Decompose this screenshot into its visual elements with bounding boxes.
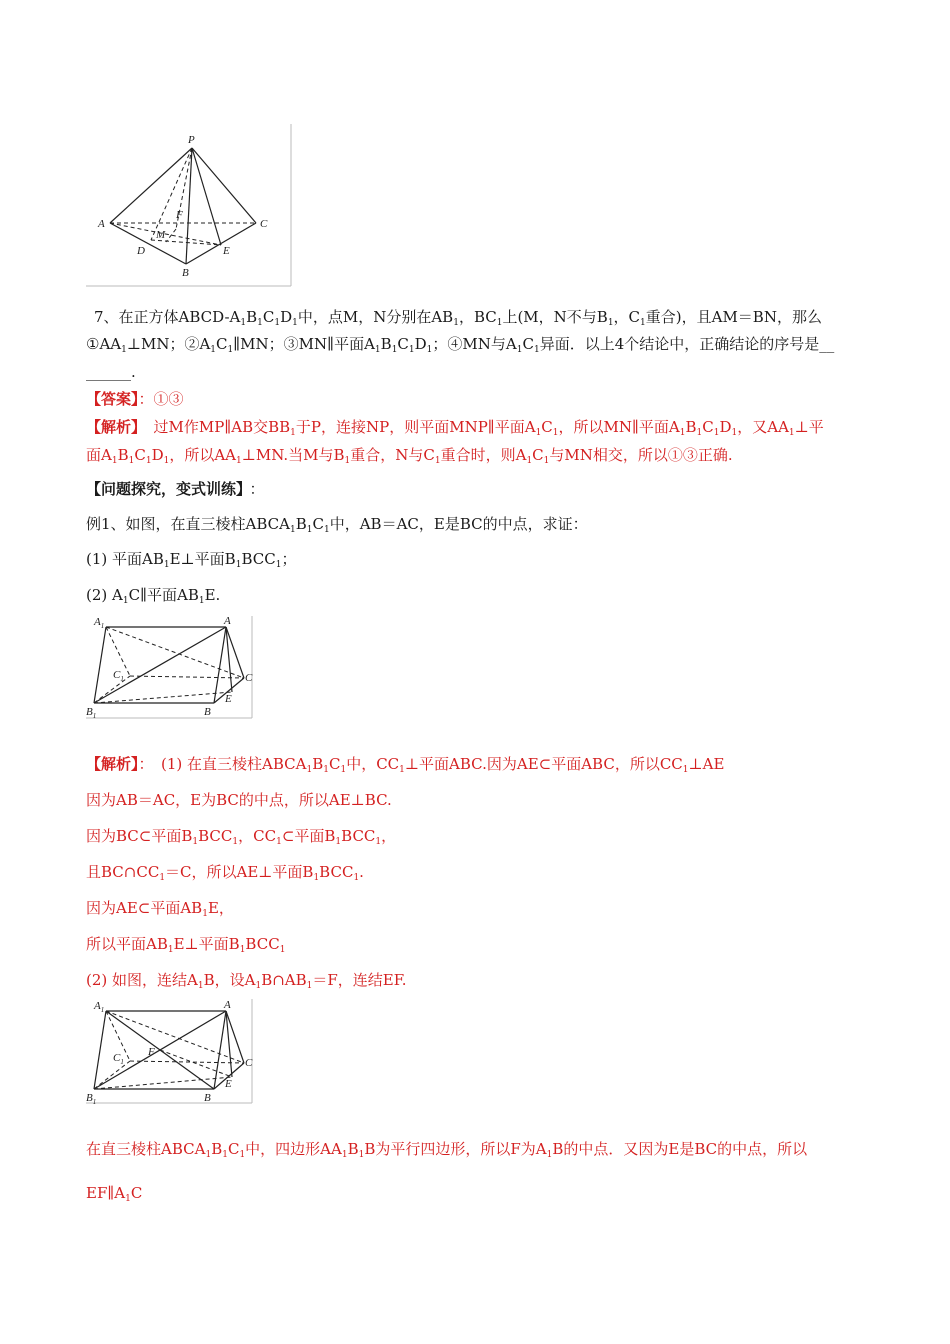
analysis-line-1: 【解析】 过M作MP∥AB交$BB_1$于P，连接NP，则平面MNP∥平面$A_1C_1$，所以MN∥平面$A_1B_1C_1D_1$，又$AA_1\perp$平	[86, 418, 824, 438]
solution-line-3: 因为BC⊂平面$B_1BCC_1$，$CC_1\subset$平面$B_1BCC_1$，	[86, 827, 397, 847]
label-b: B	[182, 267, 189, 279]
label-b: B	[204, 706, 211, 718]
label-c: C	[245, 672, 253, 684]
label-f: F	[176, 209, 183, 221]
label-b1: $B_1$	[86, 706, 97, 720]
solution-line-4: 且$BC\cap CC_1=C$，所以AE⊥平面$B_1BCC_1$.	[86, 863, 364, 883]
solution-line-5: 因为AE⊂平面$AB_1E$，	[86, 899, 234, 919]
section-title-suffix: ：	[249, 480, 265, 498]
label-b1: $B_1$	[86, 1092, 97, 1105]
label-e: E	[223, 245, 230, 257]
solution-line-9: $EF\parallel A_1C$	[86, 1184, 143, 1204]
label-e: E	[225, 693, 232, 705]
solution-line-2: 因为AB＝AC，E为BC的中点，所以AE⊥BC.	[86, 791, 392, 809]
prism-figure-with-f	[86, 997, 256, 1105]
label-d: D	[137, 245, 145, 257]
example-part-2: (2) $A_1C\parallel$平面$AB_1E$.	[86, 586, 221, 606]
label-a1: $A_1$	[94, 1000, 105, 1014]
label-f: F	[148, 1046, 155, 1058]
pyramid-figure	[86, 124, 294, 288]
label-c1: $C_1$	[113, 1052, 124, 1066]
label-a: A	[224, 999, 231, 1011]
label-b: B	[204, 1092, 211, 1104]
q7-line-3: ______.	[86, 363, 136, 381]
label-a: A	[98, 218, 105, 230]
section-title-label: 【问题探究，变式训练】	[86, 480, 244, 498]
example-part-1: (1) 平面$AB_1E\perp$平面$B_1BCC_1$；	[86, 550, 297, 570]
label-c: C	[260, 218, 268, 230]
q7-line-1: 7、在正方体ABCD-$A_1B_1C_1D_1$中，点M，N分别在$AB_1$，$BC_1$上(M，N不与$B_1$，$C_1$重合)，且AM＝BN，那么	[94, 308, 822, 328]
solution-line-8: 在直三棱柱$ABCA_1B_1C_1$中，四边形$AA_1B_1B$为平行四边形，所以F为$A_1B$的中点．又因为E是BC的中点，所以	[86, 1140, 808, 1160]
label-m: M	[156, 229, 166, 241]
label-c1: $C_1$	[113, 669, 124, 683]
analysis-line-2: 面$A_1B_1C_1D_1$，所以$AA_1\perp MN$.当M与$B_1$重合，N与$C_1$重合时，则$A_1C_1$与MN相交，所以①③正确.	[86, 446, 733, 466]
answer-label: 【答案】	[86, 390, 139, 408]
q7-line-2: $①AA_1\perp MN$；$②A_1C_1\parallel MN$；③MN∥平面$A_1B_1C_1D_1$；④MN与$A_1C_1$异面．以上4个结论中，正确结论的序号是__	[86, 335, 835, 355]
label-p: P	[188, 134, 195, 146]
solution-line-7: (2) 如图，连结$A_1B$，设$A_1B\cap AB_1=F$，连结EF.	[86, 971, 407, 991]
section-title	[86, 479, 265, 499]
prism-figure	[86, 614, 256, 720]
label-c: C	[245, 1057, 253, 1069]
label-e: E	[225, 1078, 232, 1090]
solution-line-6: 所以平面$AB_1E\perp$平面$B_1BCC_1$	[86, 935, 286, 955]
solution-line-1: 【解析】： (1) 在直三棱柱$ABCA_1B_1C_1$中，$CC_1\perp$平面ABC.因为AE⊂平面ABC，所以$CC_1\perp AE$	[86, 755, 725, 775]
label-a1: $A_1$	[94, 616, 105, 630]
answer	[86, 389, 184, 409]
answer-text: ：①③	[138, 390, 184, 408]
label-a: A	[224, 615, 231, 627]
example-intro: 例1、如图，在直三棱柱$ABCA_1B_1C_1$中，AB＝AC，E是BC的中点，求证：	[86, 515, 588, 535]
